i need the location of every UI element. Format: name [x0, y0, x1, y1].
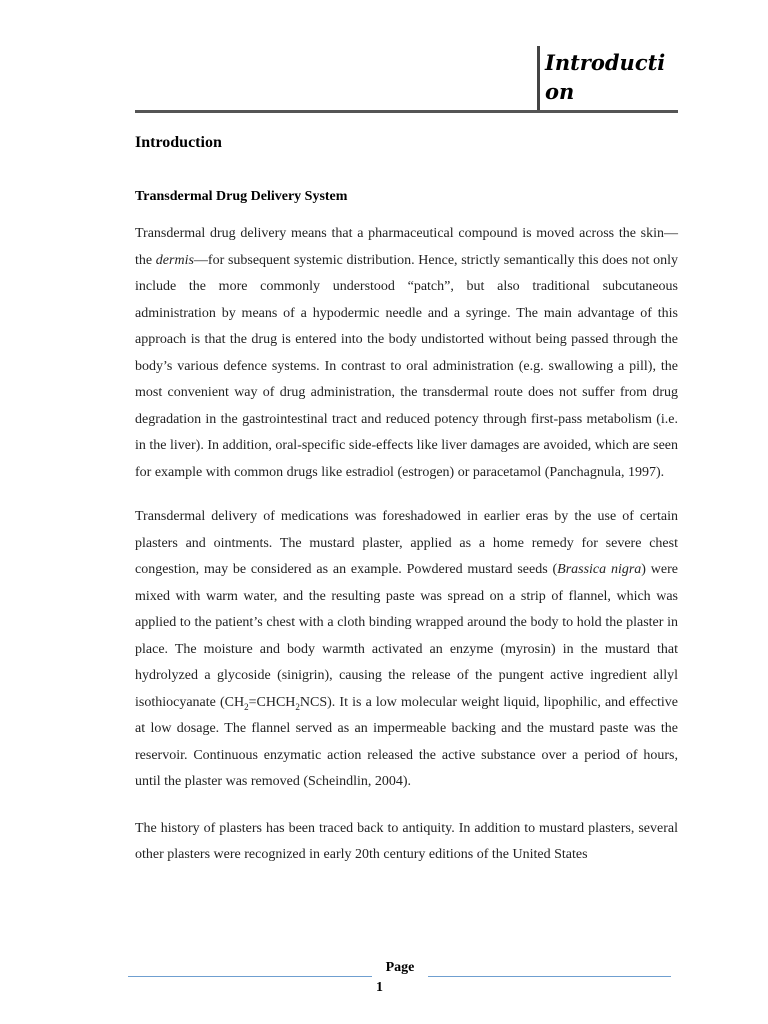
paragraph-2-emphasis: Brassica nigra	[557, 562, 642, 577]
paragraph-1-text-b: —for subsequent systemic distribution. Hence, strictly semantically this does not only include the more commonly understood “patch”, but also traditional subcutaneous administration by means of a hypodermic needle and a syringe. The main advantage of this approach is that the drug is entered into the body undistorted without being passed through the body’s various defence systems. In contrast to oral administration (e.g. swallowing a pill), the most convenient way of drug administration, the transdermal route does not suffer from drug degradation in the gastrointestinal tract and reduced potency through first-pass metabolism (i.e. in the liver). In addition, oral-specific side-effects like liver damages are avoided, which are seen for example with common drugs like estradiol (estrogen) or paracetamol (Panchagnula, 1997).	[135, 252, 678, 480]
paragraph-3: The history of plasters has been traced back to antiquity. In addition to mustard plasters, several other plasters were recognized in early 20th century editions of the United States	[135, 820, 678, 862]
footer-page-number: 1	[376, 980, 383, 995]
section-heading: Introduction	[135, 134, 222, 151]
paragraph-2-text-b: ) were mixed with warm water, and the resulting paste was spread on a strip of flannel, which was applied to the patient’s chest with a cloth binding wrapped around the body to hold the plaster in place. The moisture and body warmth activated an enzyme (myrosin) in the mustard that hydrolyzed a glycoside (sinigrin), causing the release of the pungent active ingredient allyl isothiocyanate (CH	[135, 562, 678, 710]
running-header-title: Introduction	[545, 50, 666, 104]
footer-page-label: Page	[385, 960, 415, 975]
footer-rule-left	[128, 976, 372, 977]
header-vertical-rule	[537, 46, 540, 112]
footer-rule-right	[428, 976, 671, 977]
paragraph-2-formula-mid: =CHCH	[248, 694, 296, 710]
paragraph-1-text-a: Transdermal drug delivery means that a pharmaceutical compound is moved across the skin—the	[135, 226, 678, 268]
header-horizontal-rule	[135, 110, 678, 113]
paragraph-2	[135, 504, 678, 796]
paragraph-1	[135, 221, 678, 486]
paragraph-2-text-c: NCS). It is a low molecular weight liquid, lipophilic, and effective at low dosage. The flannel served as an impermeable backing and the mustard paste was the reservoir. Continuous enzymatic action released the active substance over a period of hours, until the plaster was removed (Scheindlin, 2004).	[135, 694, 678, 789]
body-content	[135, 130, 678, 869]
subsection-heading: Transdermal Drug Delivery System	[135, 189, 348, 204]
paragraph-1-emphasis: dermis	[155, 252, 194, 268]
formula-subscript-2: 2	[295, 701, 300, 712]
paragraph-2-text-a: Transdermal delivery of medications was foreshadowed in earlier eras by the use of certain plasters and ointments. The mustard plaster, applied as a home remedy for severe chest congestion, may be considered as an example. Powdered mustard seeds (	[135, 509, 678, 577]
formula-subscript-1: 2	[244, 701, 249, 712]
